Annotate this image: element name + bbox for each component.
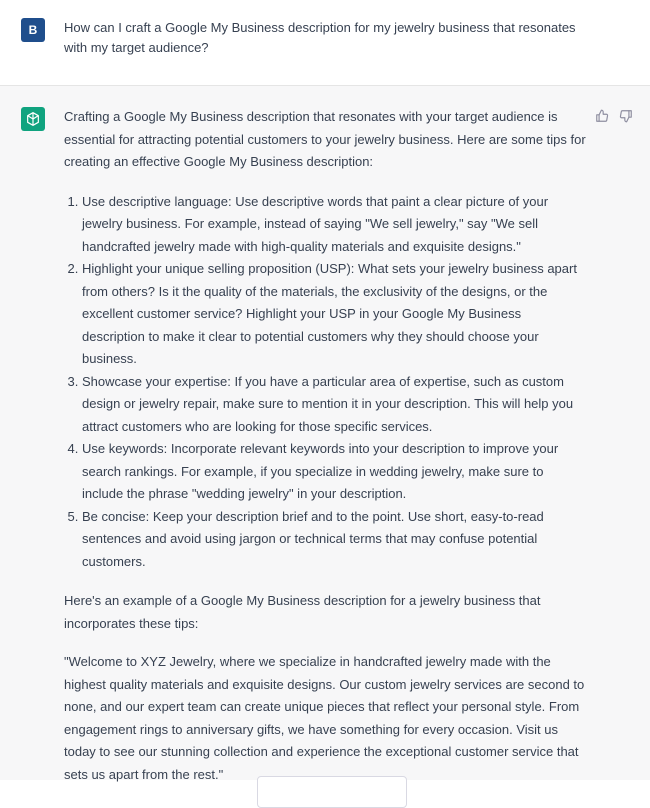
example-intro: Here's an example of a Google My Business description for a jewelry business that incorporates these tips:: [64, 593, 541, 631]
thumbs-up-icon[interactable]: [594, 108, 610, 124]
openai-logo-icon: [21, 107, 45, 131]
user-message-row: [0, 0, 650, 86]
assistant-message-content: [64, 106, 586, 786]
list-item: 1. Use descriptive language: Use descriptive words that paint a clear picture of your jewelry business. For example, instead of saying "We sell jewelry," say "We sell handcrafted jewelry made with high-quality materials and exquisite designs.": [82, 191, 586, 259]
thumbs-down-icon[interactable]: [618, 108, 634, 124]
feedback-buttons: [594, 108, 634, 124]
list-item: 5. Be concise: Keep your description brief and to the point. Use short, easy-to-read sentences and avoid using jargon or technical terms that may confuse potential customers.: [82, 506, 586, 574]
list-item: 4. Use keywords: Incorporate relevant keywords into your description to improve your search rankings. For example, if you specialize in wedding jewelry, make sure to include the phrase "wedding jewelry" in your description.: [82, 438, 586, 506]
tips-list: [64, 191, 586, 574]
regenerate-response-button[interactable]: [257, 776, 407, 808]
example-description: "Welcome to XYZ Jewelry, where we specialize in handcrafted jewelry made with the highest quality materials and exquisite designs. Our custom jewelry services are second to none, and our expert team can create unique pieces that reflect your personal style. From engagement rings to anniversary gifts, we have something for every occasion. Visit us today to see our stunning collection and experience the exceptional customer service that sets us apart from the rest.": [64, 654, 585, 782]
list-item: 2. Highlight your unique selling proposition (USP): What sets your jewelry business apart from others? Is it the quality of the materials, the exclusivity of the designs, or the excellent customer service? Highlight your USP in your Google My Business description to make it clear to potential customers why they should choose your business.: [82, 258, 586, 371]
user-avatar: B: [21, 18, 45, 42]
assistant-intro: Crafting a Google My Business description that resonates with your target audience is essential for attracting potential customers to your jewelry business. Here are some tips for creating an effective Google My Business description:: [64, 109, 586, 169]
list-item: 3. Showcase your expertise: If you have a particular area of expertise, such as custom design or jewelry repair, make sure to mention it in your description. This will help you attract customers who are looking for those specific services.: [82, 371, 586, 439]
user-message-text: How can I craft a Google My Business description for my jewelry business that resonates with my target audience?: [64, 20, 576, 55]
